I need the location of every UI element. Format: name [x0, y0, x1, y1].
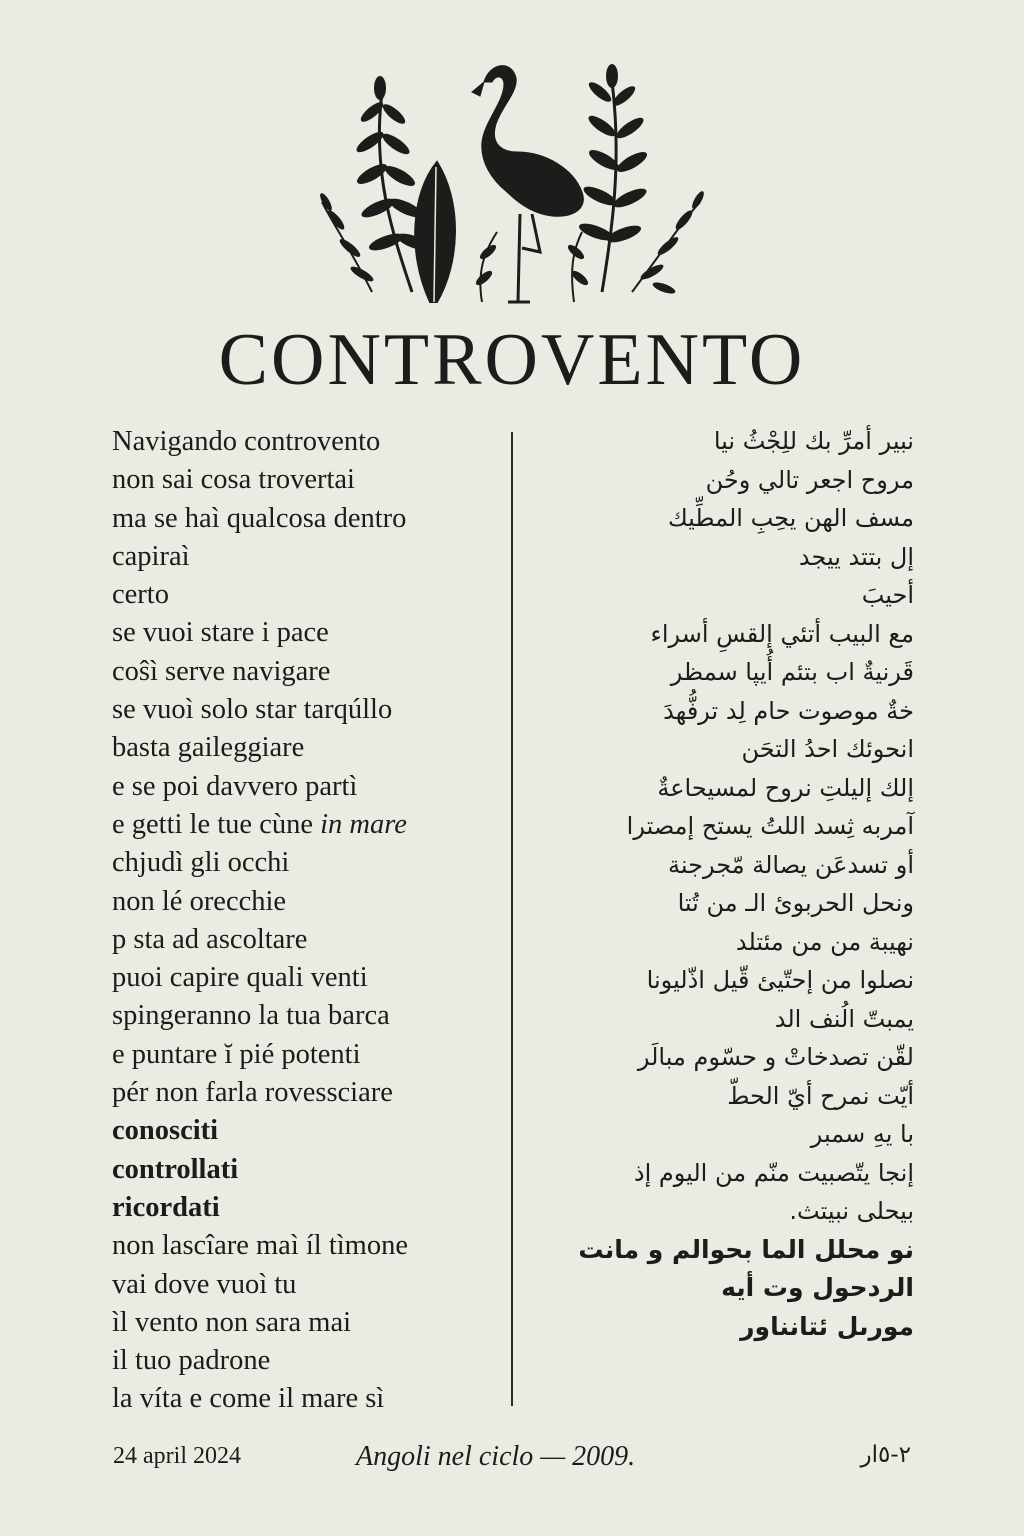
poem-line-ar: ونحل الحربوئ الـ من تُتا: [677, 889, 914, 917]
poem-line-ar: نصلوا من إحتّيئ قّيل اذّليونا: [646, 966, 914, 994]
poem-line-ar: مع البيب أتئي إلقسِ أسراء: [650, 619, 914, 648]
poem-line-ar: إل بتتد ييجد: [798, 542, 914, 571]
poem-line-it: se vuoi stare i pace: [112, 617, 329, 649]
poem-line-ar: انحوئك احدُ التحَن: [741, 735, 914, 763]
poem-line-it-bold: conosciti: [112, 1115, 219, 1147]
poem-line-it: chjudì gli occhi: [112, 847, 290, 879]
poem-line-it: [112, 806, 502, 844]
poem-line-it: vai dove vuoì tu: [112, 1268, 297, 1300]
footer-arabic-date: ٢-٥ار: [860, 1442, 911, 1468]
poem-line-it: ma se haì qualcosa dentro: [112, 502, 407, 534]
poem-line-ar: إنجا يتّصبيت منّم من اليوم إذ: [633, 1158, 914, 1187]
poem-line-it: non lé orecchie: [112, 885, 287, 917]
poem-line-ar: مروح اجعر تالي وحُن: [705, 465, 914, 494]
poem-line-it-bold: ricordati: [112, 1191, 220, 1223]
poem-line-it: certo: [112, 579, 169, 611]
arabic-poem: [514, 422, 914, 1346]
poem-line-it: e se poi davvero partì: [112, 770, 358, 802]
poem-line-ar: أيّت نمرح أيّ الحطّ: [727, 1081, 914, 1110]
italian-poem: [112, 423, 502, 1419]
poem-line-ar: خةٌ موصوت حام لِد ترفُّهدَ: [663, 696, 914, 725]
poem-line-it: se vuoì solo star tarqúllo: [112, 694, 393, 726]
poem-line-ar: بيحلى نبيتث.: [789, 1197, 914, 1225]
poem-line-ar-bold: الردحول وت أيه: [721, 1273, 914, 1302]
poem-line-ar-bold: نو محلل الما بحوالم و مانت: [578, 1234, 914, 1264]
poem-line-it: non sai cosa trovertai: [112, 464, 355, 496]
poem-line-it: e puntare ĭ pié potenti: [112, 1038, 361, 1070]
poem-line-ar: نهيبة من من مئتلد: [735, 927, 914, 956]
poem-line-ar: مسف الهن يحِبِ المطِّيك: [667, 504, 914, 532]
poem-line-it: spingeranno la tua barca: [112, 1000, 390, 1032]
poem-line-it: non lascîare maì íl tìmone: [112, 1230, 408, 1262]
poem-line-it: Navigando controvento: [112, 426, 381, 457]
poem-title: CONTROVENTO: [218, 319, 806, 401]
poem-line-ar: لقّن تصدخاتْ و حسّوم مبالَر: [637, 1043, 914, 1071]
poem-line-it-bold: controllati: [112, 1153, 239, 1185]
poem-line-it: ìl vento non sara mai: [112, 1306, 352, 1338]
flamingo-with-leaves-icon: [312, 52, 712, 310]
poem-line-ar: إلك إليلتِ نروح لمسيحاعةٌ: [657, 773, 914, 802]
poem-line-it: la víta e come il mare sì: [112, 1383, 385, 1415]
poem-line-ar: قَرنيةٌ اب بتئم أُيپا سمظر: [670, 658, 914, 686]
poem-line-ar: آمربه ثِسد اللتُ يستح إمصترا: [626, 812, 914, 840]
poem-line-text: e getti le tue cùne: [112, 808, 321, 840]
column-divider: [511, 432, 513, 1406]
italic-phrase: in mare: [320, 808, 407, 840]
poem-line-it: capiraì: [112, 540, 190, 572]
poem-line-it: p sta ad ascoltare: [112, 923, 308, 955]
poem-line-it: pér non farla rovessciare: [112, 1077, 393, 1109]
footer-date: 24 april 2024: [113, 1443, 241, 1469]
poem-line-ar: نبير أمرِّ بك للِجْثُ نيا: [713, 427, 914, 455]
poem-line-ar-bold: مورىل ئتانناور: [740, 1311, 914, 1341]
poem-line-it: coŝì serve navigare: [112, 655, 331, 687]
poem-line-it: puoi capire quali venti: [112, 962, 368, 994]
poem-line-ar: أحيبَ: [861, 581, 914, 609]
poem-line-ar: با يهِ سمبر: [810, 1120, 914, 1148]
poem-line-ar: يمبتّ الُنف الد: [774, 1004, 914, 1033]
footer-attribution: Angoli nel ciclo — 2009.: [356, 1441, 636, 1472]
poem-line-it: il tuo padrone: [112, 1345, 271, 1377]
poem-line-ar: أو تسدعَن يصالة مّجرجنة: [668, 850, 914, 879]
poem-line-it: basta gaileggiare: [112, 732, 305, 764]
